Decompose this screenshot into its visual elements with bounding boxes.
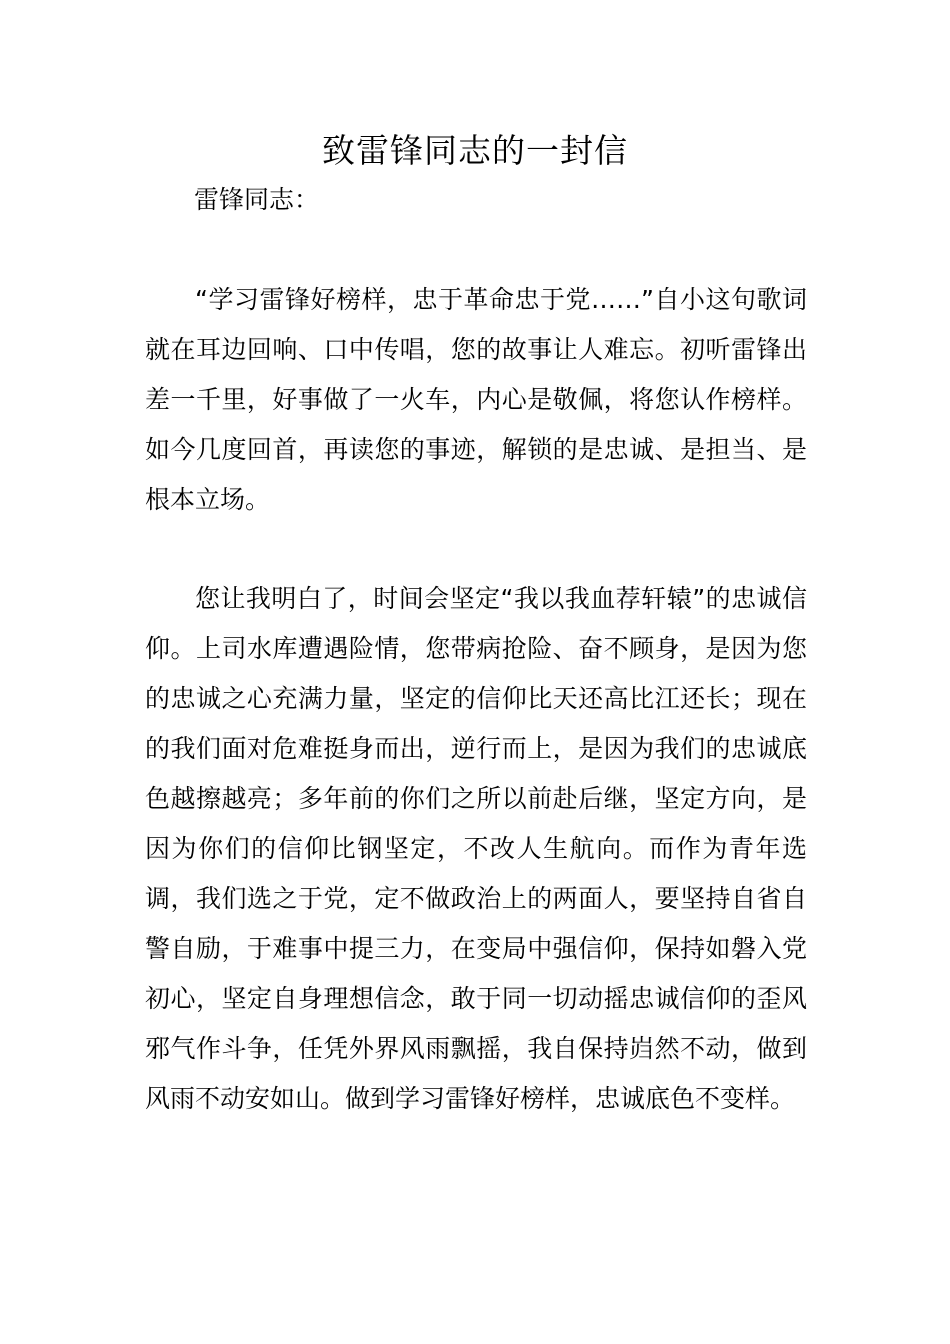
paragraph-2: 您让我明白了，时间会坚定“我以我血荐轩辕”的忠诚信仰。上司水库遭遇险情，您带病抢险、奋不顾身，是因为您的忠诚之心充满力量，坚定的信仰比天还高比江还长；现在的我们面对危难挺身而出，逆行而上，是因为我们的忠诚底色越擦越亮；多年前的你们之所以前赴后继，坚定方向，是因为你们的信仰比钢坚定，不改人生航向。而作为青年选调，我们选之于党，定不做政治上的两面人，要坚持自省自警自励，于难事中提三力，在变局中强信仰，保持如磐入党初心，坚定自身理想信念，敢于同一切动摇忠诚信仰的歪风邪气作斗争，任凭外界风雨飘摇，我自保持岿然不动，做到风雨不动安如山。做到学习雷锋好榜样，忠诚底色不变样。 [145,584,807,1113]
salutation: 雷锋同志： [194,185,320,214]
document-title: 致雷锋同志的一封信 [322,131,628,170]
paragraph-1: “学习雷锋好榜样，忠于革命忠于党……”自小这句歌词就在耳边回响、口中传唱，您的故事让人难忘。初听雷锋出差一千里，好事做了一火车，内心是敬佩，将您认作榜样。如今几度回首，再读您的事迹，解锁的是忠诚、是担当、是根本立场。 [145,285,807,514]
